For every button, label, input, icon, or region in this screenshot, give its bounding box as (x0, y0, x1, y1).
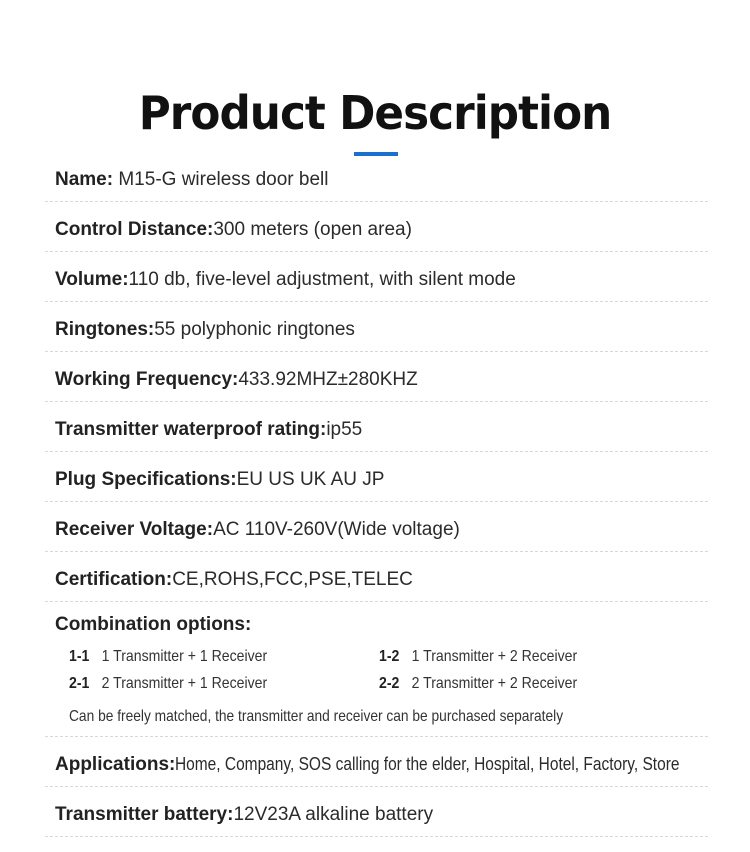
spec-value: 300 meters (open area) (213, 219, 412, 240)
spec-row-control-distance (45, 202, 708, 252)
option-code: 2-2 (379, 675, 400, 692)
option-code: 1-1 (69, 648, 90, 665)
spec-row-working-frequency (45, 352, 708, 402)
spec-label: Ringtones: (55, 319, 155, 340)
combination-option (69, 648, 267, 666)
spec-label: Receiver Voltage: (55, 519, 214, 540)
spec-value: 12V23A alkaline battery (233, 804, 434, 825)
spec-value: EU US UK AU JP (236, 469, 385, 490)
spec-label: Transmitter waterproof rating: (55, 419, 327, 440)
combination-options-section (45, 602, 708, 737)
spec-label: Name: (55, 169, 119, 190)
combination-option (69, 675, 267, 693)
spec-row-plug-specifications (45, 452, 708, 502)
option-code: 1-2 (379, 648, 400, 665)
combination-option (379, 648, 577, 666)
option-text: 1 Transmitter + 2 Receiver (411, 648, 578, 665)
spec-value: CE,ROHS,FCC,PSE,TELEC (172, 569, 413, 590)
spec-row-volume (45, 252, 708, 302)
spec-row-certification (45, 552, 708, 602)
spec-label: Certification: (55, 569, 173, 590)
spec-row-waterproof-rating (45, 402, 708, 452)
spec-value: 110 db, five-level adjustment, with silent mode (128, 269, 516, 290)
spec-label: Applications: (55, 754, 176, 775)
spec-row-ringtones (45, 302, 708, 352)
spec-row-applications (45, 737, 708, 787)
spec-value: ip55 (326, 419, 363, 440)
spec-label: Working Frequency: (55, 369, 239, 390)
spec-label: Volume: (55, 269, 129, 290)
spec-value: AC 110V-260V(Wide voltage) (213, 519, 460, 540)
option-code: 2-1 (69, 675, 90, 692)
spec-row-transmitter-battery (45, 787, 708, 837)
spec-row-receiver-voltage (45, 502, 708, 552)
spec-value: M15-G wireless door bell (118, 169, 329, 190)
spec-row-name (45, 152, 708, 202)
combination-option (379, 675, 577, 693)
spec-label: Transmitter battery: (55, 804, 234, 825)
option-text: 2 Transmitter + 2 Receiver (411, 675, 578, 692)
option-text: 1 Transmitter + 1 Receiver (101, 648, 268, 665)
option-text: 2 Transmitter + 1 Receiver (101, 675, 268, 692)
spec-value: 55 polyphonic ringtones (154, 319, 355, 340)
combination-note: Can be freely matched, the transmitter and receiver can be purchased separately (69, 708, 564, 725)
page-title: Product Description (138, 86, 612, 140)
spec-label: Control Distance: (55, 219, 214, 240)
spec-value: 433.92MHZ±280KHZ (238, 369, 418, 390)
combination-heading: Combination options: (55, 614, 252, 635)
spec-value: Home, Company, SOS calling for the elder, Hospital, Hotel, Factory, Store (175, 754, 680, 774)
spec-label: Plug Specifications: (55, 469, 237, 490)
